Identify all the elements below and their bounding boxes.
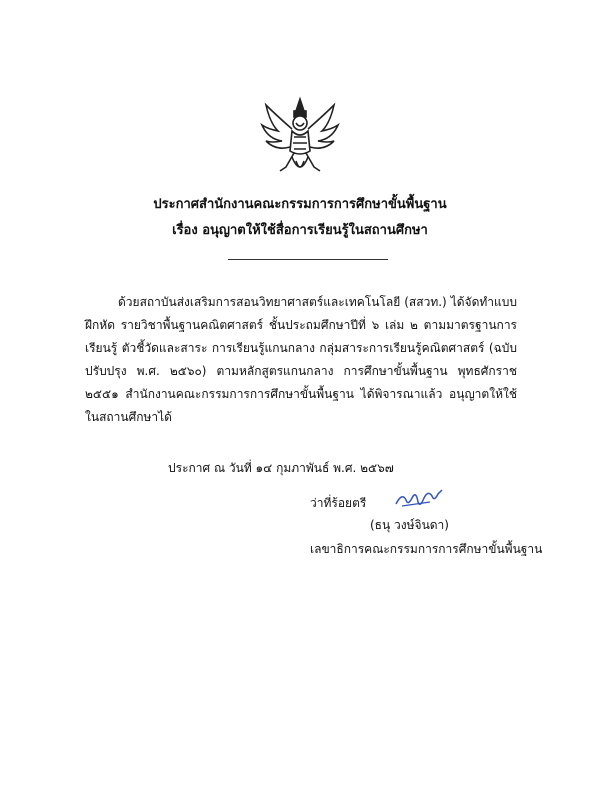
handwritten-signature	[392, 486, 448, 512]
signer-rank: ว่าที่ร้อยตรี	[310, 496, 367, 510]
title-divider	[228, 259, 388, 260]
signer-name: (ธนุ วงษ์จินดา)	[370, 518, 449, 532]
announcement-subject: เรื่อง อนุญาตให้ใช้สื่อการเรียนรู้ในสถานศึกษา	[172, 223, 428, 238]
garuda-emblem-icon	[258, 95, 342, 179]
announcement-body: ด้วยสถาบันส่งเสริมการสอนวิทยาศาสตร์และเทคโนโลยี (สสวท.) ได้จัดทำแบบฝึกหัด รายวิชาพื้นฐานคณิตศาสตร์ ชั้นประถมศึกษาปีที่ ๖ เล่ม ๒ ตามมาตรฐานการเรียนรู้ ตัวชี้วัดและสาระ การเรียนรู้แกนกลาง กลุ่มสาระการเรียนรู้คณิตศาสตร์ (ฉบับปรับปรุง พ.ศ. ๒๕๖๐) ตามหลักสูตรแกนกลาง การศึกษาขั้นพื้นฐาน พุทธศักราช ๒๕๕๑ สำนักงานคณะกรรมการการศึกษาขั้นพื้นฐาน ได้พิจารณาแล้ว อนุญาตให้ใช้ในสถานศึกษาได้	[85, 295, 517, 424]
signer-position: เลขาธิการคณะกรรมการการศึกษาขั้นพื้นฐาน	[310, 542, 543, 556]
announcement-title: ประกาศสำนักงานคณะกรรมการการศึกษาขั้นพื้นฐาน	[153, 197, 447, 212]
announcement-date: ประกาศ ณ วันที่ ๑๔ กุมภาพันธ์ พ.ศ. ๒๕๖๗	[168, 461, 394, 475]
